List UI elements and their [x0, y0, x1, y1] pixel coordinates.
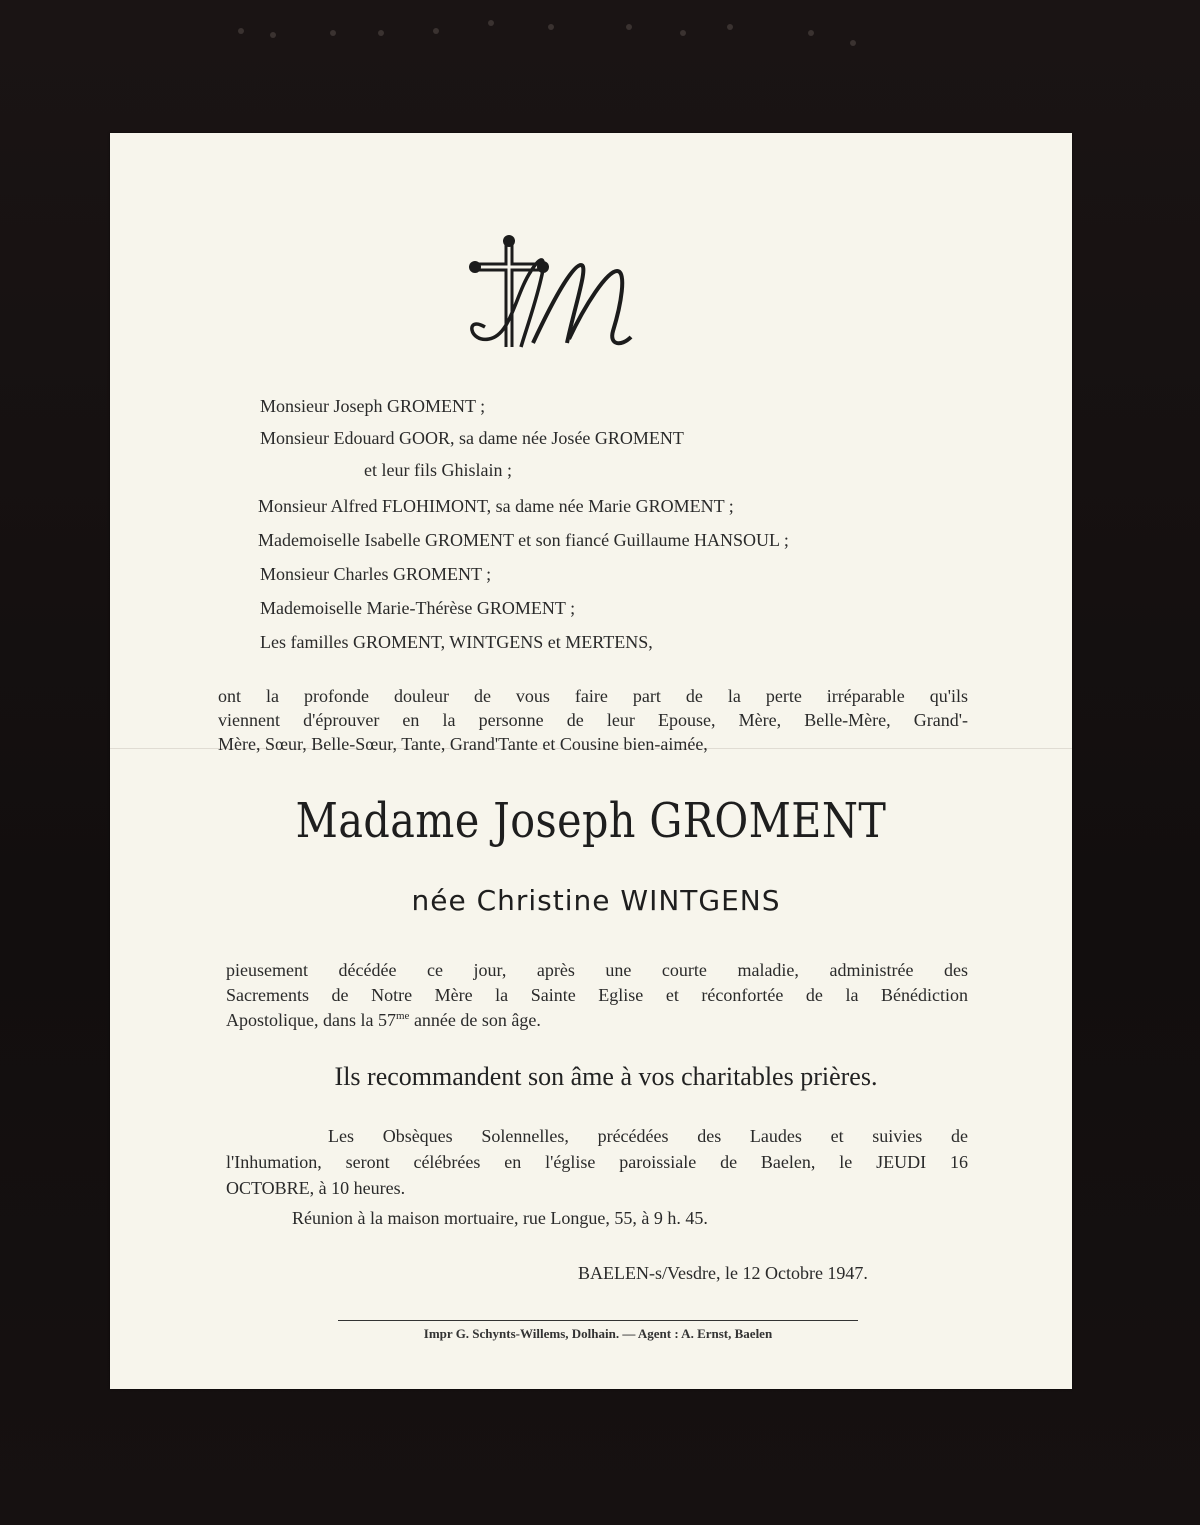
mourner-line: Monsieur Alfred FLOHIMONT, sa dame née Marie GROMENT ; [258, 496, 734, 516]
hole-mark [488, 20, 494, 26]
hole-mark [680, 30, 686, 36]
death-notice-text: Apostolique, dans la 57 [226, 1010, 396, 1030]
hole-mark [626, 24, 632, 30]
death-notice-card [110, 133, 1072, 1389]
hole-mark [238, 28, 244, 34]
cross-and-M-monogram-icon [455, 235, 645, 365]
ordinal-superscript: me [395, 1010, 410, 1022]
hole-mark [808, 30, 814, 36]
hole-mark [548, 24, 554, 30]
mourner-line: Monsieur Charles GROMENT ; [260, 564, 492, 584]
mourner-line: Mademoiselle Marie-Thérèse GROMENT ; [260, 598, 576, 618]
funeral-line: l'Inhumation, seront célébrées en l'église paroissiale de Baelen, le JEUDI 16 [226, 1152, 968, 1172]
mourner-line: Les familles GROMENT, WINTGENS et MERTENS, [260, 632, 653, 652]
funeral-line: Les Obsèques Solennelles, précédées des Laudes et suivies de [328, 1126, 968, 1146]
gathering-info: Réunion à la maison mortuaire, rue Longue, 55, à 9 h. 45. [292, 1208, 708, 1228]
hole-mark [378, 30, 384, 36]
announcement-line: Mère, Sœur, Belle-Sœur, Tante, Grand'Tante et Cousine bien-aimée, [218, 734, 708, 754]
mourner-line: Mademoiselle Isabelle GROMENT et son fiancé Guillaume HANSOUL ; [258, 530, 789, 550]
place-and-date: BAELEN-s/Vesdre, le 12 Octobre 1947. [578, 1263, 868, 1283]
death-notice-text: année de son âge. [409, 1010, 541, 1030]
mourner-line: et leur fils Ghislain ; [364, 460, 512, 480]
death-notice-line: pieusement décédée ce jour, après une courte maladie, administrée des [226, 960, 968, 980]
announcement-line: ont la profonde douleur de vous faire part de la perte irréparable qu'ils [218, 686, 968, 706]
printer-credit: Impr G. Schynts-Willems, Dolhain. — Agent : A. Ernst, Baelen [423, 1326, 773, 1341]
hole-mark [433, 28, 439, 34]
prayer-request: Ils recommandent son âme à vos charitables prières. [334, 1062, 878, 1091]
hole-mark [330, 30, 336, 36]
hole-mark [727, 24, 733, 30]
death-notice-line [226, 1009, 541, 1031]
death-notice-line: Sacrements de Notre Mère la Sainte Eglise et réconfortée de la Bénédiction [226, 985, 968, 1005]
announcement-line: viennent d'éprouver en la personne de leur Epouse, Mère, Belle-Mère, Grand'- [218, 710, 968, 730]
mourner-line: Monsieur Edouard GOOR, sa dame née Josée GROMENT [260, 428, 684, 448]
funeral-line: OCTOBRE, à 10 heures. [226, 1178, 406, 1198]
hole-mark [850, 40, 856, 46]
deceased-maiden-name: née Christine WINTGENS [411, 884, 781, 917]
printer-divider [338, 1320, 858, 1321]
deceased-name: Madame Joseph GROMENT [295, 793, 887, 849]
mourner-line: Monsieur Joseph GROMENT ; [260, 396, 486, 416]
hole-mark [270, 32, 276, 38]
